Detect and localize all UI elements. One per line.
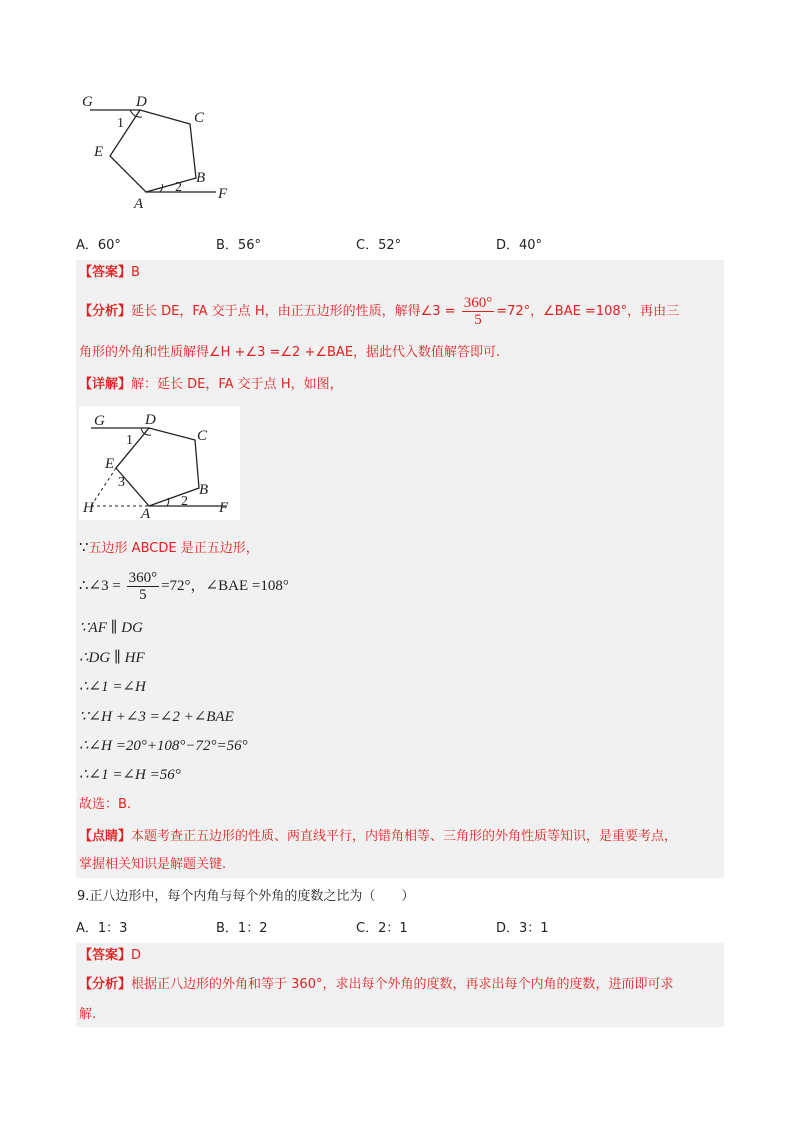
detail-tag: 【详解】: [79, 377, 132, 392]
q9-analysis-tag: 【分析】: [79, 977, 132, 992]
label-g: G: [94, 413, 105, 429]
label-angle-2: 2: [175, 180, 182, 195]
pentagon-figure-1: [80, 90, 240, 215]
label-h: H: [83, 500, 94, 516]
analysis-text-1b: =72°，∠BAE =108°，再由三: [496, 304, 680, 319]
label-a: A: [134, 196, 144, 212]
label-d: D: [136, 94, 147, 110]
label-e: E: [105, 456, 115, 472]
q9-option-b: B．1：2: [216, 921, 268, 936]
label-angle-1: 1: [117, 116, 124, 131]
label-c: C: [197, 428, 208, 444]
step-6: ∵∠H +∠3 =∠2 +∠BAE: [79, 709, 234, 725]
q9-analysis-line-1: [79, 975, 673, 995]
answer-value: B: [131, 265, 140, 280]
comment-text-1: 本题考查正五边形的性质、两直线平行，内错角相等、三角形的外角性质等知识，是重要考点，: [131, 829, 678, 844]
answer-tag: 【答案】: [79, 265, 132, 280]
q8-option-b: B．56°: [216, 238, 261, 253]
fraction-360-over-5: [462, 295, 495, 328]
label-f: F: [218, 186, 228, 202]
step-4: ∴DG ∥ HF: [79, 650, 145, 666]
analysis-tag: 【分析】: [79, 304, 132, 319]
q8-detail-line: [79, 375, 343, 395]
step-2: [79, 568, 289, 604]
q8-option-a: A．60°: [76, 238, 121, 253]
step-2-numerator: 360°: [128, 570, 158, 587]
q9-answer-value: D: [131, 948, 142, 963]
label-angle-3: 3: [118, 475, 125, 490]
q9-option-a: A．1：3: [76, 921, 128, 936]
q8-analysis-line-2: 角形的外角和性质解得∠H +∠3 =∠2 +∠BAE，据此代入数值解答即可.: [79, 345, 501, 360]
detail-intro: 解：延长 DE，FA 交于点 H，如图，: [131, 377, 343, 392]
label-g: G: [82, 94, 93, 110]
label-b: B: [199, 482, 209, 498]
q9-answer-line: [79, 946, 141, 966]
step-1-text: 五边形 ABCDE 是正五边形，: [88, 541, 259, 556]
q9-option-d: D．3：1: [496, 921, 549, 936]
label-d: D: [145, 412, 156, 428]
label-c: C: [194, 110, 205, 126]
step-8: ∴∠1 =∠H =56°: [79, 767, 181, 783]
q9-analysis-line-2: 解.: [79, 1007, 97, 1022]
label-f: F: [219, 500, 229, 516]
fraction-numerator: 360°: [463, 295, 493, 311]
label-b: B: [196, 170, 206, 186]
comment-line-1: [79, 827, 677, 847]
step-2-a: ∴∠3 =: [79, 578, 125, 594]
q9-analysis-text-1: 根据正八边形的外角和等于 360°，求出每个外角的度数，再求出每个内角的度数，进而即可求: [131, 977, 674, 992]
q9-option-c: C．2：1: [356, 921, 408, 936]
label-angle-2: 2: [181, 494, 188, 509]
step-2-b: =72°，∠BAE =108°: [161, 578, 289, 594]
comment-line-2: 掌握相关知识是解题关键.: [79, 857, 227, 872]
analysis-text-1a: 延长 DE，FA 交于点 H，由正五边形的性质，解得∠3 =: [131, 304, 460, 319]
label-e: E: [94, 144, 104, 160]
comment-tag: 【点睛】: [79, 829, 132, 844]
q8-answer-line: [79, 263, 140, 283]
step-2-fraction: [127, 570, 160, 603]
fraction-denominator: 5: [474, 312, 482, 328]
q8-analysis-line-1: [79, 294, 679, 330]
choose-line: 故选：B.: [79, 797, 132, 812]
step-1: [79, 538, 259, 559]
label-a: A: [141, 506, 151, 520]
because-symbol: ∵: [79, 540, 89, 556]
step-5: ∴∠1 =∠H: [79, 679, 146, 695]
q9-answer-tag: 【答案】: [79, 948, 132, 963]
step-7: ∴∠H =20°+108°−72°=56°: [79, 738, 248, 754]
step-3: ∵AF ∥ DG: [79, 620, 143, 636]
q9-stem: 9.正八边形中，每个内角与每个外角的度数之比为（ ）: [77, 889, 415, 904]
q8-option-c: C．52°: [356, 238, 402, 253]
label-angle-1: 1: [126, 433, 133, 448]
step-2-denominator: 5: [139, 587, 147, 604]
q8-option-d: D．40°: [496, 238, 543, 253]
pentagon-figure-2: [79, 406, 240, 520]
